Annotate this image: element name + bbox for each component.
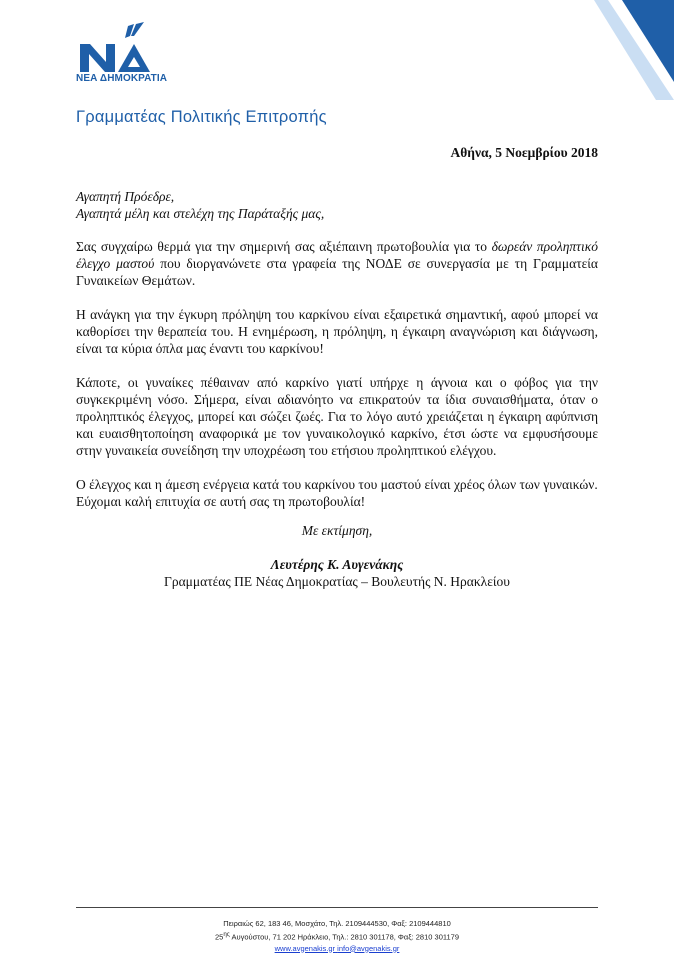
office-title: Γραμματέας Πολιτικής Επιτροπής bbox=[76, 108, 327, 126]
paragraph-1-start: Σας συγχαίρω θερμά για την σημερινή σας αξιέπαινη πρωτοβουλία για το bbox=[76, 239, 492, 254]
salutation-line-1: Αγαπητή Πρόεδρε, bbox=[76, 189, 175, 204]
salutation-line-2: Αγαπητά μέλη και στελέχη της Παράταξής μας, bbox=[76, 206, 325, 221]
address-rest: Αυγούστου, 71 202 Ηράκλειο, Τηλ.: 2810 301178, Φαξ: 2810 301179 bbox=[229, 932, 459, 942]
footer bbox=[76, 918, 598, 954]
corner-ribbon-decoration bbox=[594, 0, 674, 100]
paragraph-1-end: που διοργανώνετε στα γραφεία της ΝΟΔΕ σε συνεργασία με τη Γραμματεία Γυναικείων Θεμάτων. bbox=[76, 256, 598, 288]
footer-address-athens: Πειραιώς 62, 183 46, Μοσχάτο, Τηλ. 2109444530, Φαξ: 2109444810 bbox=[223, 919, 451, 928]
salutation bbox=[76, 188, 598, 222]
party-name: ΝΕΑ ΔΗΜΟΚΡΑΤΙΑ bbox=[76, 73, 168, 84]
website-link[interactable]: www.avgenakis.gr bbox=[274, 943, 336, 953]
letter-date: Αθήνα, 5 Νοεμβρίου 2018 bbox=[450, 145, 598, 160]
paragraph-3: Κάποτε, οι γυναίκες πέθαιναν από καρκίνο γιατί υπήρχε η άγνοια και ο φόβος για την συγκεκριμένη νόσο. Σήμερα, είναι αδιανόητο να επικρατούν τα ίδια συναισθήματα, όταν ο προληπτικός έλεγχος, μπορεί και σώζει ζωές. Για το λόγο αυτό χρειάζεται η έγκαιρη αφύπνιση και ευαισθητοποίηση αναφορικά με τον γυναικολογικό καρκίνο, έτσι ώστε να εμφυσήσουμε στην γυναικεία συνείδηση την υποχρέωση του ετήσιου προληπτικού ελέγχου. bbox=[76, 375, 598, 458]
letter-body bbox=[76, 238, 598, 527]
street-number: 25 bbox=[214, 932, 224, 942]
street-number-suffix: ης bbox=[223, 931, 230, 938]
paragraph-1-emphasis: δωρεάν προληπτικό έλεγχο μαστού bbox=[76, 239, 598, 271]
footer-divider bbox=[76, 907, 598, 908]
paragraph-1 bbox=[76, 238, 598, 289]
letter-closing bbox=[76, 522, 598, 590]
footer-address-heraklion bbox=[76, 929, 598, 943]
signer-name: Λευτέρης Κ. Αυγενάκης bbox=[270, 557, 404, 572]
closing-greeting: Με εκτίμηση, bbox=[301, 523, 373, 538]
paragraph-2: Η ανάγκη για την έγκυρη πρόληψη του καρκίνου είναι εξαιρετικά σημαντική, αφού μπορεί να καθορίσει την θεραπεία του. Η ενημέρωση, η πρόληψη, η έγκαιρη αναγνώριση και διάγνωση, είναι τα κύρια όπλα μας έναντι του καρκίνου! bbox=[76, 307, 598, 356]
email-link[interactable]: info@avgenakis.gr bbox=[337, 943, 400, 953]
signer-title: Γραμματέας ΠΕ Νέας Δημοκρατίας – Βουλευτής Ν. Ηρακλείου bbox=[164, 574, 510, 589]
party-logo bbox=[76, 22, 176, 80]
footer-links bbox=[76, 943, 598, 954]
paragraph-4: Ο έλεγχος και η άμεση ενέργεια κατά του καρκίνου του μαστού είναι χρέος όλων των γυναικών. Εύχομαι καλή επιτυχία σε αυτή σας τη πρωτοβουλία! bbox=[76, 477, 598, 509]
